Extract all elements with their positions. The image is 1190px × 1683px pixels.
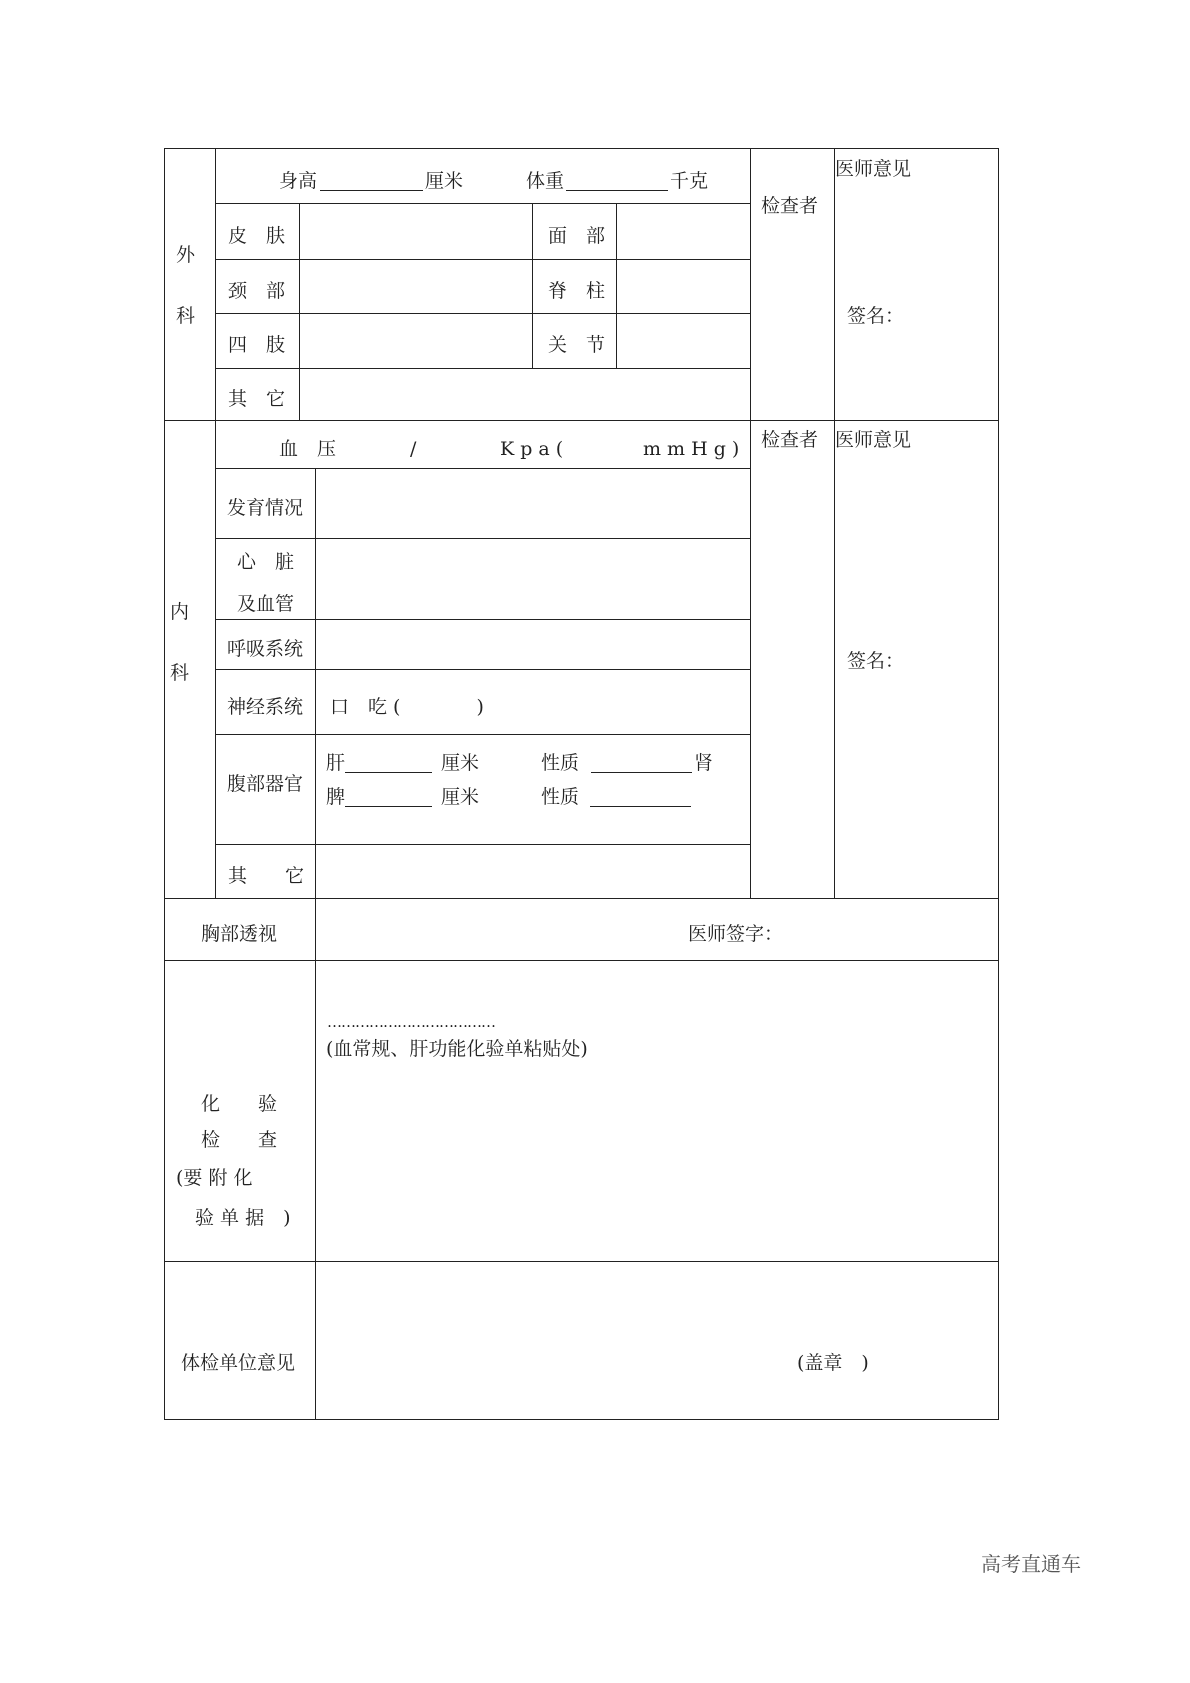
seal-placeholder: (盖章 ) — [797, 1352, 869, 1374]
respiratory-label: 呼吸系统 — [227, 638, 304, 660]
blood-pressure-label: 血 压 — [279, 438, 337, 460]
weight-unit: 千克 — [670, 170, 709, 192]
liver-nature-label: 性质 — [541, 752, 580, 774]
opinion-column-line — [834, 148, 835, 898]
surgery-examiner-label: 检查者 — [761, 195, 819, 217]
blood-pressure-mmhg: m m H g ) — [643, 438, 740, 460]
surgery-opinion-label: 医师意见 — [835, 158, 912, 180]
chest-xray-label: 胸部透视 — [201, 923, 278, 945]
spleen-nature-line[interactable] — [590, 806, 691, 807]
internal-signature-label: 签名： — [847, 650, 905, 672]
spleen-nature-label: 性质 — [541, 786, 580, 808]
liver-label: 肝 — [326, 752, 346, 774]
lab-label-line1: 化 验 — [201, 1093, 278, 1115]
skin-label: 皮 肤 — [228, 225, 286, 247]
spleen-unit: 厘米 — [441, 786, 480, 808]
internal-row-line — [215, 538, 750, 539]
liver-nature-line[interactable] — [591, 772, 692, 773]
heart-label-line1: 心 脏 — [237, 551, 295, 573]
internal-row-line — [215, 669, 750, 670]
unit-opinion-label: 体检单位意见 — [181, 1352, 296, 1374]
divider-lab-unit — [164, 1261, 999, 1262]
examiner-column-line — [750, 148, 751, 898]
internal-row-line — [215, 468, 750, 469]
surgery-row-line — [215, 259, 750, 260]
divider-internal-chest — [164, 898, 999, 899]
internal-row-line — [215, 734, 750, 735]
joints-label: 关 节 — [548, 334, 606, 356]
neck-label: 颈 部 — [228, 280, 286, 302]
height-label: 身高 — [279, 170, 318, 192]
face-label: 面 部 — [548, 225, 606, 247]
internal-row-line — [215, 844, 750, 845]
development-label: 发育情况 — [227, 497, 304, 519]
surgery-signature-label: 签名： — [847, 305, 905, 327]
divider-surgery-internal — [164, 420, 999, 421]
spleen-input-line[interactable] — [345, 806, 432, 807]
surgery-col-line — [532, 203, 533, 368]
liver-unit: 厘米 — [441, 752, 480, 774]
height-input-line[interactable] — [320, 190, 423, 191]
abdomen-label: 腹部器官 — [227, 773, 304, 795]
lab-label-line4: 验 单 据 ) — [195, 1207, 291, 1229]
liver-input-line[interactable] — [345, 772, 432, 773]
lower-label-column-line — [315, 898, 316, 1420]
divider-chest-lab — [164, 960, 999, 961]
stutter-field: 口 吃 ( ) — [330, 696, 484, 718]
internal-col-line — [315, 468, 316, 898]
surgery-row-line — [215, 368, 750, 369]
lab-label-line3: (要 附 化 — [176, 1167, 253, 1189]
surgery-col-line — [616, 203, 617, 368]
kidney-label: 肾 — [694, 752, 714, 774]
surgery-dept-char: 外 — [176, 244, 196, 266]
internal-other-label: 其 它 — [228, 865, 305, 887]
weight-input-line[interactable] — [566, 190, 668, 191]
surgery-other-label: 其 它 — [228, 388, 286, 410]
heart-label-line2: 及血管 — [237, 593, 295, 615]
height-unit: 厘米 — [425, 170, 464, 192]
lab-dots: ……………………………… — [327, 1013, 495, 1031]
surgery-col-line — [299, 203, 300, 420]
watermark-text: 高考直通车 — [981, 1552, 1081, 1576]
surgery-dept-char: 科 — [176, 305, 196, 327]
blood-pressure-kpa: K p a ( — [500, 438, 564, 460]
internal-row-line — [215, 619, 750, 620]
weight-label: 体重 — [526, 170, 565, 192]
nervous-label: 神经系统 — [227, 696, 304, 718]
lab-label-line2: 检 查 — [201, 1129, 278, 1151]
limbs-label: 四 肢 — [228, 334, 286, 356]
internal-dept-char: 内 — [170, 601, 190, 623]
dept-column-line — [215, 148, 216, 898]
lab-paste-note: (血常规、肝功能化验单粘贴处) — [326, 1038, 588, 1060]
surgery-row-line — [215, 313, 750, 314]
blood-pressure-slash: / — [410, 438, 417, 460]
chest-doctor-signature: 医师签字： — [688, 923, 784, 945]
internal-dept-char: 科 — [170, 662, 190, 684]
spine-label: 脊 柱 — [548, 280, 606, 302]
surgery-row-line — [215, 203, 750, 204]
internal-opinion-label: 医师意见 — [835, 429, 912, 451]
spleen-label: 脾 — [326, 786, 346, 808]
internal-examiner-label: 检查者 — [761, 429, 819, 451]
